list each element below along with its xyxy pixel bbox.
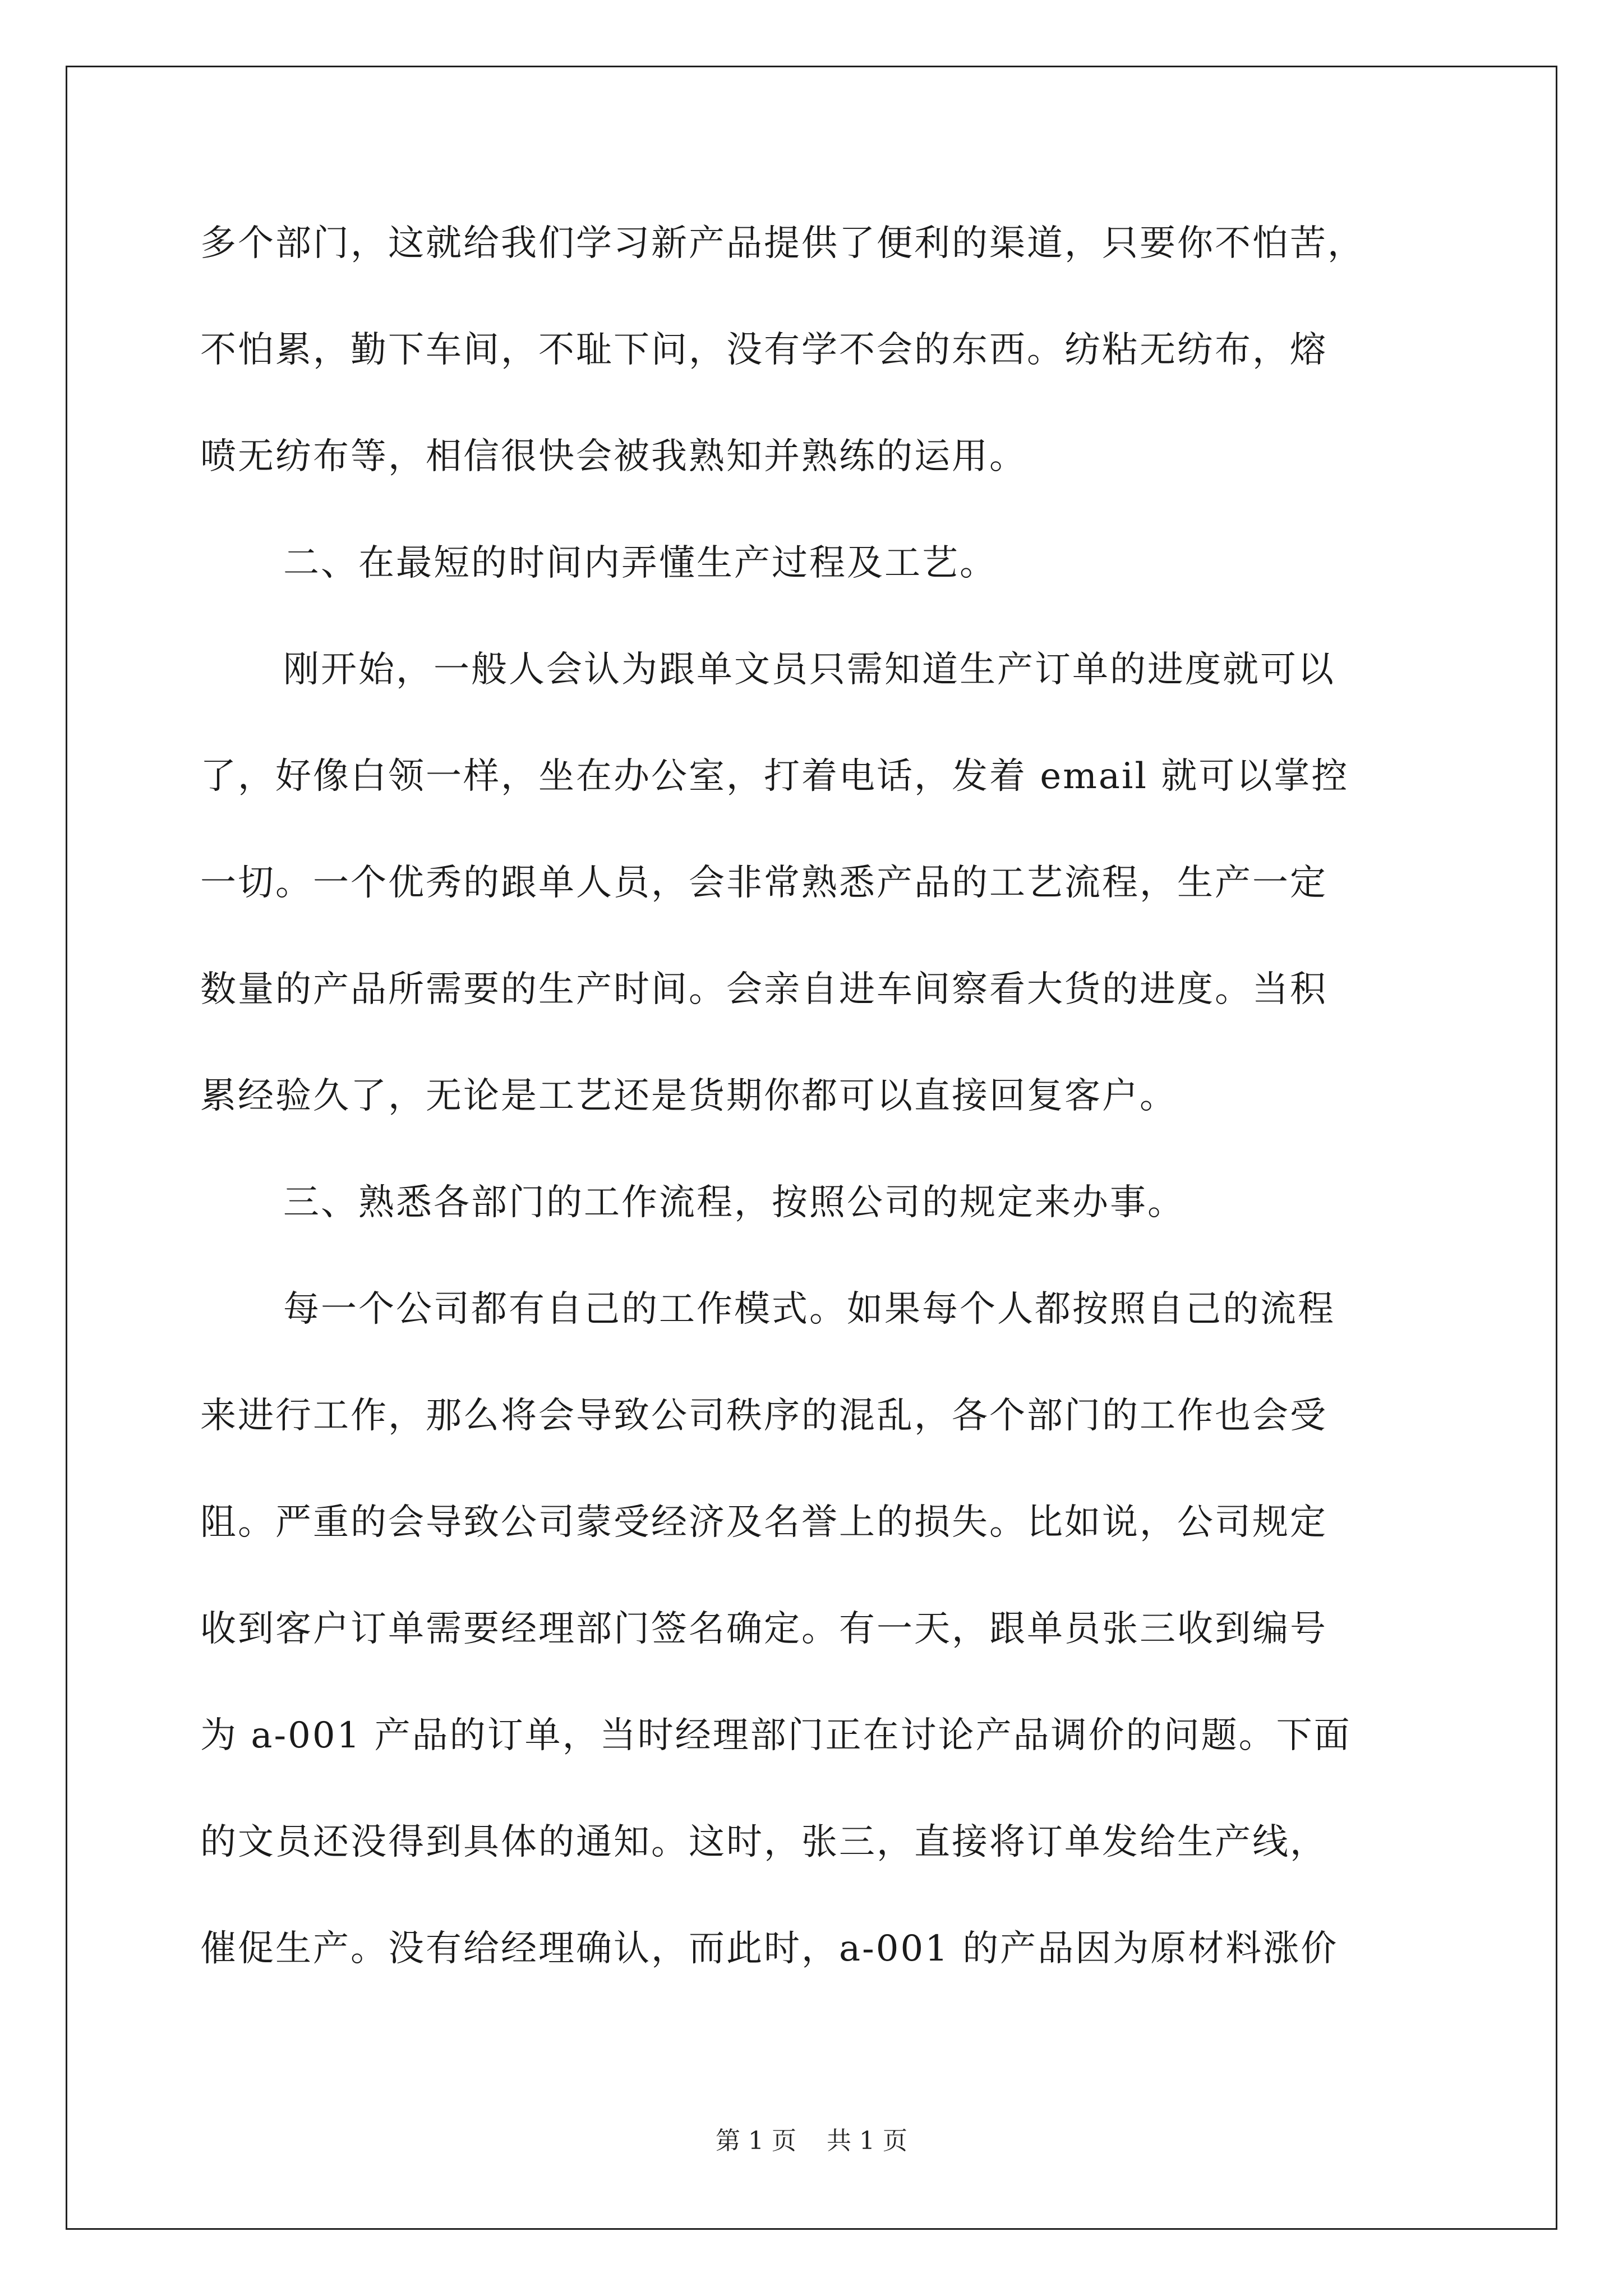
text-line: 喷无纺布等，相信很快会被我熟知并熟练的运用。 (200, 436, 1027, 477)
document-body (200, 190, 1428, 2002)
text-line: 来进行工作，那么将会导致公司秩序的混乱，各个部门的工作也会受 (200, 1395, 1327, 1437)
text-line: 一切。一个优秀的跟单人员，会非常熟悉产品的工艺流程，生产一定 (200, 862, 1327, 904)
page-total: 共 1 页 (827, 2127, 907, 2155)
text-line: 不怕累，勤下车间，不耻下问，没有学不会的东西。纺粘无纺布，熔 (200, 329, 1327, 371)
text-line: 的文员还没得到具体的通知。这时，张三，直接将订单发给生产线， (200, 1821, 1327, 1863)
text-line: 累经验久了，无论是工艺还是货期你都可以直接回复客户。 (200, 1075, 1177, 1117)
text-line: 多个部门，这就给我们学习新产品提供了便利的渠道，只要你不怕苦， (200, 223, 1365, 264)
section-heading: 三、熟悉各部门的工作流程，按照公司的规定来办事。 (283, 1182, 1185, 1223)
text-line: 刚开始，一般人会认为跟单文员只需知道生产订单的进度就可以 (283, 649, 1335, 691)
text-line: 每一个公司都有自己的工作模式。如果每个人都按照自己的流程 (283, 1289, 1335, 1330)
text-line: 了，好像白领一样，坐在办公室，打着电话，发着 email 就可以掌控 (200, 756, 1349, 797)
section-heading: 二、在最短的时间内弄懂生产过程及工艺。 (283, 542, 997, 584)
text-line: 为 a-001 产品的订单，当时经理部门正在讨论产品调价的问题。下面 (200, 1715, 1352, 1756)
page-number: 第 1 页 (716, 2127, 796, 2155)
page-footer (0, 2120, 1623, 2156)
text-line: 收到客户订单需要经理部门签名确定。有一天，跟单员张三收到编号 (200, 1608, 1327, 1650)
text-line: 数量的产品所需要的生产时间。会亲自进车间察看大货的进度。当积 (200, 969, 1327, 1010)
text-line: 催促生产。没有给经理确认，而此时，a-001 的产品因为原材料涨价 (200, 1928, 1339, 1970)
text-line: 阻。严重的会导致公司蒙受经济及名誉上的损失。比如说，公司规定 (200, 1502, 1327, 1543)
